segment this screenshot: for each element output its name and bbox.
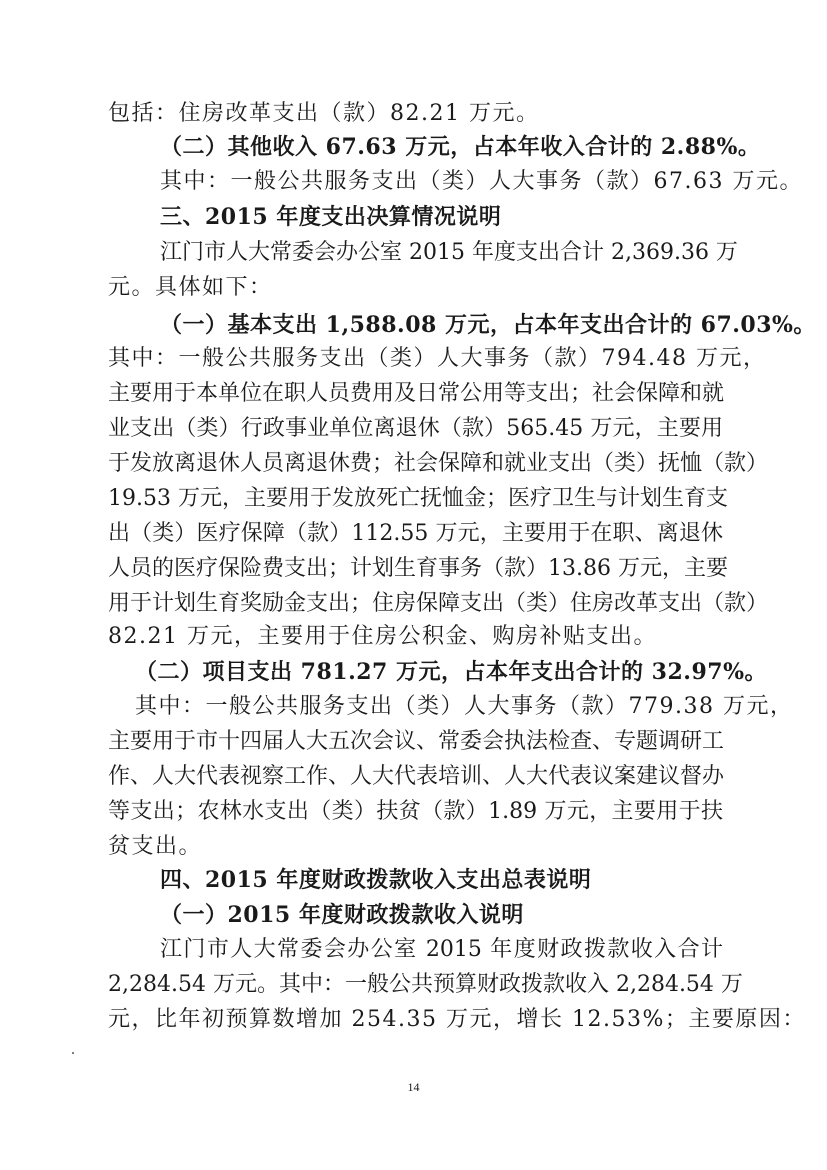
text-line: 19.53 万元，主要用于发放死亡抚恤金；医疗卫生与计划生育支	[108, 486, 728, 511]
page-number: 14	[407, 1080, 420, 1094]
text-line: 其中：一般公共服务支出（类）人大事务（款）779.38 万元，	[135, 694, 794, 719]
section-heading: 四、2015 年度财政拨款收入支出总表说明	[160, 867, 592, 893]
text-line: 等支出；农林水支出（类）扶贫（款）1.89 万元，主要用于扶	[108, 799, 723, 824]
text-line: 其中：一般公共服务支出（类）人大事务（款）67.63 万元。	[160, 169, 803, 194]
text-line: 用于计划生育奖励金支出；住房保障支出（类）住房改革支出（款）	[108, 591, 769, 616]
text-line: 业支出（类）行政事业单位离退休（款）565.45 万元，主要用	[108, 416, 723, 441]
text-line: 于发放离退休人员离退休费；社会保障和就业支出（类）抚恤（款）	[108, 451, 769, 476]
section-heading: （二）其他收入 67.63 万元，占本年收入合计的 2.88%。	[160, 134, 761, 160]
section-heading: （一）2015 年度财政拨款收入说明	[160, 902, 524, 928]
section-heading: （二）项目支出 781.27 万元，占本年支出合计的 32.97%。	[135, 659, 767, 685]
text-line: 82.21 万元，主要用于住房公积金、购房补贴支出。	[108, 624, 657, 649]
text-line: 主要用于本单位在职人员费用及日常公用等支出；社会保障和就	[108, 381, 725, 406]
text-line: 元，比年初预算数增加 254.35 万元，增长 12.53%；主要原因：	[108, 1007, 806, 1032]
text-line: 人员的医疗保险费支出；计划生育事务（款）13.86 万元，主要	[108, 556, 728, 581]
scan-speck	[72, 1052, 74, 1054]
text-line: 包括：住房改革支出（款）82.21 万元。	[108, 101, 540, 126]
section-heading: （一）基本支出 1,588.08 万元，占本年支出合计的 67.03%。	[160, 312, 816, 338]
text-line: 主要用于市十四届人大五次会议、常委会执法检查、专题调研工	[108, 729, 725, 754]
text-line: 江门市人大常委会办公室 2015 年度支出合计 2,369.36 万	[160, 240, 738, 265]
text-line: 贫支出。	[108, 834, 203, 859]
text-line: 其中：一般公共服务支出（类）人大事务（款）794.48 万元，	[108, 346, 767, 371]
text-line: 江门市人大常委会办公室 2015 年度财政拨款收入合计	[160, 937, 723, 962]
text-line: 出（类）医疗保障（款）112.55 万元，主要用于在职、离退休	[108, 521, 723, 546]
text-line: 作、人大代表视察工作、人大代表培训、人大代表议案建议督办	[108, 764, 725, 789]
text-line: 2,284.54 万元。其中：一般公共预算财政拨款收入 2,284.54 万	[108, 972, 743, 997]
text-line: 元。具体如下：	[108, 275, 273, 300]
section-heading: 三、2015 年度支出决算情况说明	[160, 204, 502, 230]
